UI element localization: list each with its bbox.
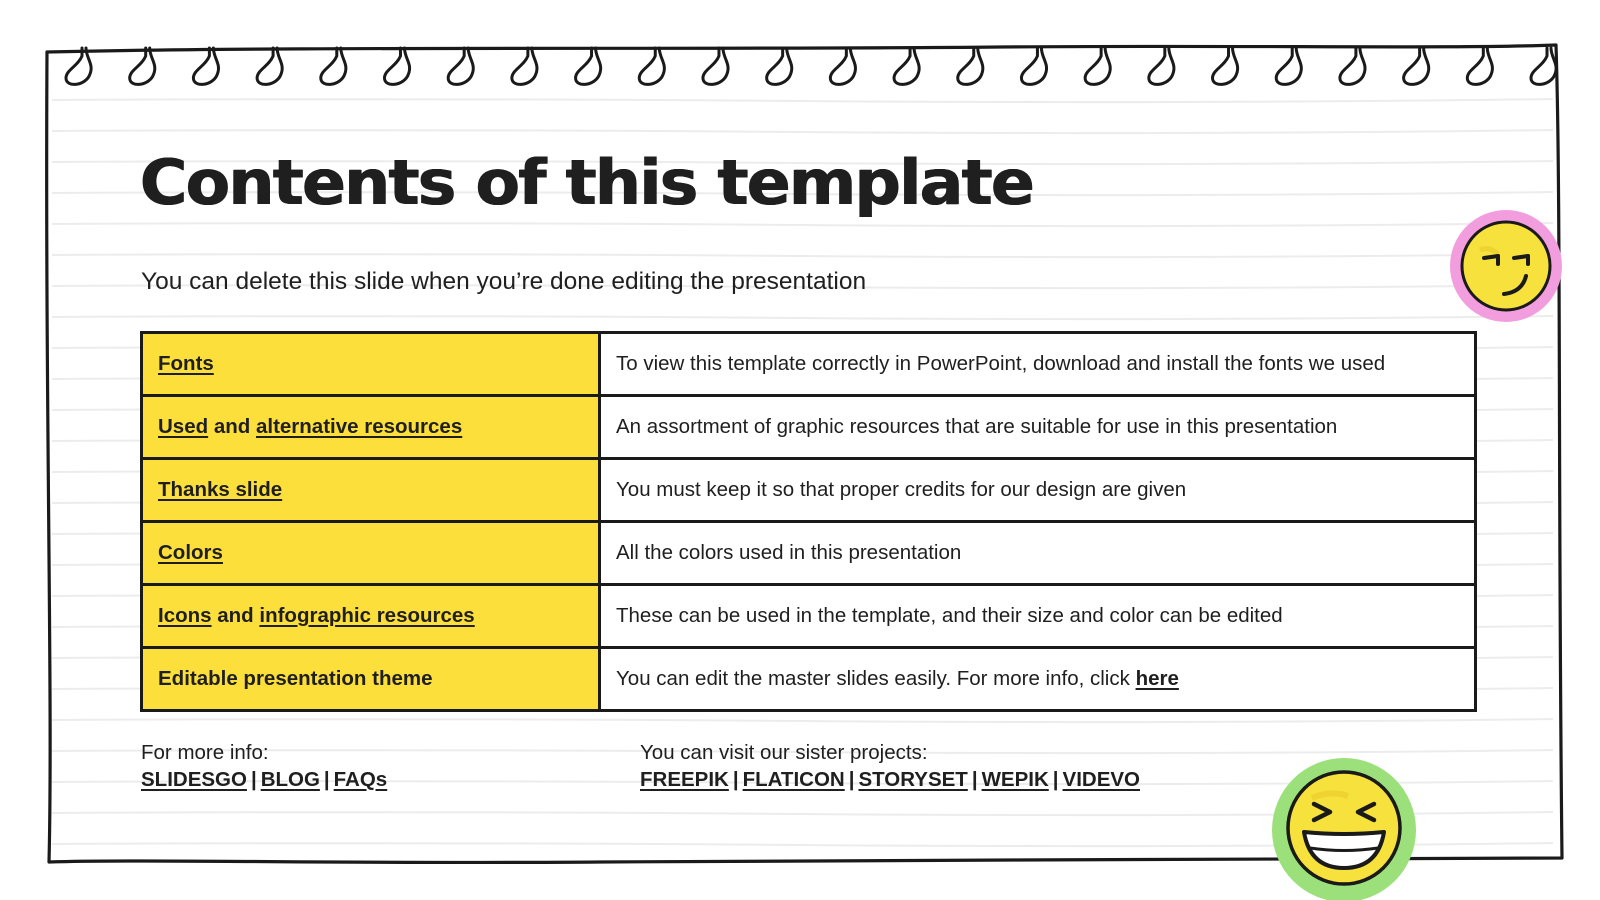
resource-link[interactable]: infographic resources xyxy=(259,604,475,627)
storyset-link[interactable]: STORYSET xyxy=(858,767,968,791)
row-label-cell xyxy=(142,585,600,648)
table-row xyxy=(142,396,1476,459)
table-row xyxy=(142,459,1476,522)
row-description-cell xyxy=(600,522,1476,585)
resource-link[interactable]: Icons xyxy=(158,604,212,627)
blog-link[interactable]: BLOG xyxy=(260,767,320,791)
table-row xyxy=(142,648,1476,711)
row-description: An assortment of graphic resources that are suitable for use in this presentation xyxy=(616,415,1338,438)
table-row xyxy=(142,585,1476,648)
row-label-cell xyxy=(142,396,600,459)
link-separator: | xyxy=(1052,767,1059,791)
contents-table xyxy=(140,331,1477,712)
resource-link[interactable]: Colors xyxy=(158,541,223,564)
row-label-cell xyxy=(142,333,600,396)
smirking-face-emoji-icon xyxy=(1446,206,1566,326)
resource-link[interactable]: alternative resources xyxy=(255,415,463,438)
link-separator: | xyxy=(971,767,978,791)
row-description: All the colors used in this presentation xyxy=(616,541,962,564)
row-description: You can edit the master slides easily. For more info, click xyxy=(616,667,1136,690)
label-text: and xyxy=(211,604,260,627)
row-description: To view this template correctly in PowerPoint, download and install the fonts we used xyxy=(616,352,1386,375)
freepik-link[interactable]: FREEPIK xyxy=(640,767,729,791)
link-separator: | xyxy=(848,767,855,791)
page-subtitle: You can delete this slide when you’re done editing the presentation xyxy=(141,268,867,295)
videvo-link[interactable]: VIDEVO xyxy=(1062,767,1140,791)
row-description-cell xyxy=(600,459,1476,522)
link-separator: | xyxy=(250,767,257,791)
table-row xyxy=(142,333,1476,396)
link-separator: | xyxy=(323,767,330,791)
wepik-link[interactable]: WEPIK xyxy=(981,767,1049,791)
row-description: These can be used in the template, and their size and color can be edited xyxy=(616,604,1283,627)
here-link[interactable]: here xyxy=(1135,667,1179,690)
row-description-cell xyxy=(600,396,1476,459)
row-description-cell xyxy=(600,333,1476,396)
footer-sister-projects xyxy=(640,740,1140,793)
flaticon-link[interactable]: FLATICON xyxy=(742,767,845,791)
footer-more-info xyxy=(141,740,387,793)
page-title: Contents of this template xyxy=(140,146,1034,219)
row-description-cell xyxy=(600,585,1476,648)
row-label-cell xyxy=(142,648,600,711)
link-separator: | xyxy=(732,767,739,791)
row-description-cell xyxy=(600,648,1476,711)
table-row xyxy=(142,522,1476,585)
label-text: Editable presentation theme xyxy=(158,667,433,690)
resource-link[interactable]: Used xyxy=(158,415,209,438)
sister-projects-links xyxy=(640,767,1140,794)
faqs-link[interactable]: FAQs xyxy=(333,767,388,791)
label-text: and xyxy=(208,415,256,438)
resource-link[interactable]: Thanks slide xyxy=(158,478,283,501)
sister-projects-label: You can visit our sister projects: xyxy=(640,741,928,764)
more-info-label: For more info: xyxy=(141,741,269,764)
row-label-cell xyxy=(142,459,600,522)
resource-link[interactable]: Fonts xyxy=(158,352,214,375)
laughing-face-emoji-icon xyxy=(1270,756,1420,900)
row-description: You must keep it so that proper credits for our design are given xyxy=(616,478,1187,501)
row-label-cell xyxy=(142,522,600,585)
more-info-links xyxy=(141,767,387,794)
slidesgo-link[interactable]: SLIDESGO xyxy=(141,767,247,791)
